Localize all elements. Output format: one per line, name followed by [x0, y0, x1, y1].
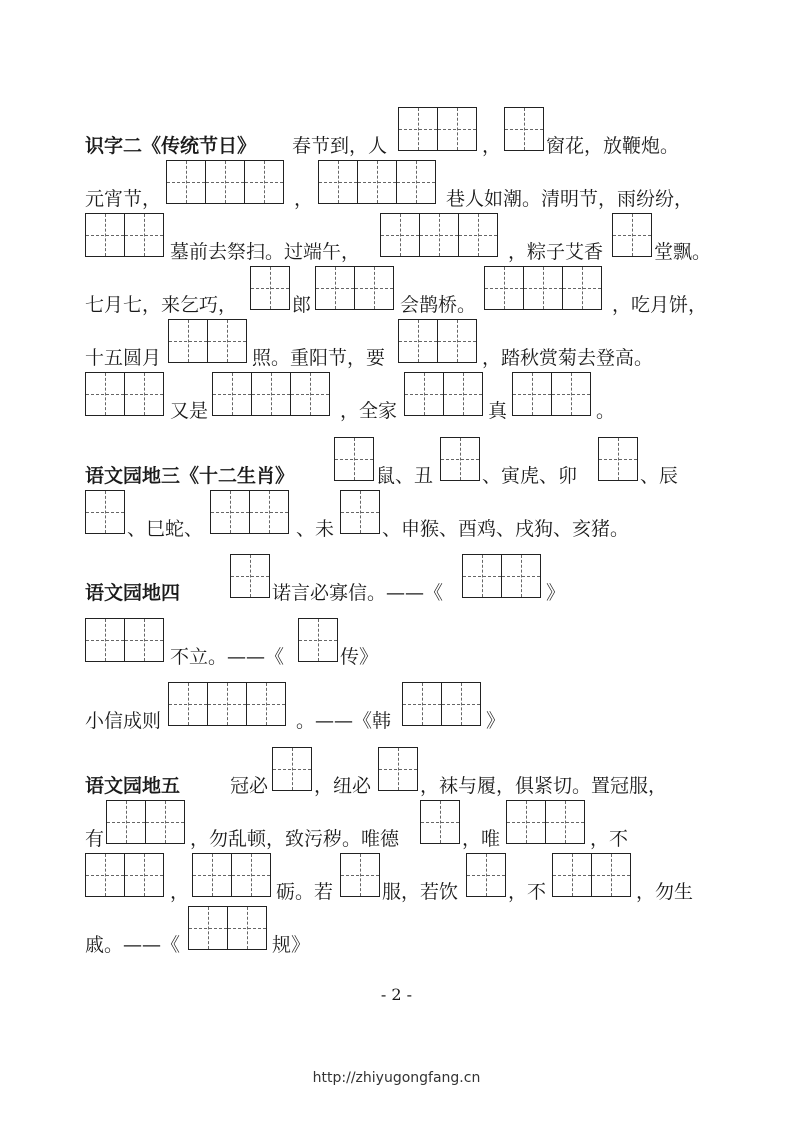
writing-grid-2[interactable] — [210, 490, 289, 534]
text-fragment: 小信成则 — [85, 710, 162, 732]
writing-grid-2[interactable] — [552, 853, 631, 897]
text-fragment: ，唯 — [462, 828, 501, 850]
text-fragment: 戚。——《 — [85, 934, 181, 956]
writing-grid-1[interactable] — [334, 437, 374, 481]
text-fragment: ， — [170, 881, 190, 903]
text-fragment: ，吃月饼， — [612, 294, 708, 316]
footer-url[interactable]: http://zhiyugongfang.cn — [312, 1070, 481, 1086]
writing-grid-2[interactable] — [168, 319, 247, 363]
writing-grid-2[interactable] — [398, 319, 477, 363]
text-fragment: 堂飘。 — [654, 241, 712, 263]
writing-grid-3[interactable] — [318, 160, 436, 204]
text-fragment: ，粽子艾香 — [508, 241, 604, 263]
writing-grid-2[interactable] — [315, 266, 394, 310]
section-heading: 语文园地四 — [85, 582, 181, 604]
writing-grid-1[interactable] — [340, 490, 380, 534]
text-fragment: 、寅虎、卯 — [482, 465, 578, 487]
writing-grid-1[interactable] — [250, 266, 290, 310]
text-fragment: ，不 — [590, 828, 629, 850]
text-fragment: ，全家 — [340, 400, 398, 422]
text-fragment: 》 — [546, 582, 566, 604]
writing-grid-2[interactable] — [85, 372, 164, 416]
writing-grid-1[interactable] — [440, 437, 480, 481]
text-fragment: 。 — [596, 400, 616, 422]
writing-grid-1[interactable] — [598, 437, 638, 481]
section-heading: 语文园地三《十二生肖》 — [85, 465, 295, 487]
text-fragment: 冠必 — [230, 775, 269, 797]
text-fragment: 鼠、丑 — [376, 465, 434, 487]
text-fragment: 诺言必寡信。——《 — [272, 582, 444, 604]
text-fragment: 十五圆月 — [85, 347, 162, 369]
text-fragment: 、申猴、酉鸡、戌狗、亥猪。 — [382, 518, 630, 540]
text-fragment: ，勿生 — [636, 881, 694, 903]
text-fragment: 元宵节， — [85, 188, 162, 210]
writing-grid-1[interactable] — [466, 853, 506, 897]
text-fragment: 服，若饮 — [382, 881, 459, 903]
writing-grid-3[interactable] — [168, 682, 286, 726]
writing-grid-2[interactable] — [85, 618, 164, 662]
writing-grid-1[interactable] — [340, 853, 380, 897]
writing-grid-2[interactable] — [106, 800, 185, 844]
writing-grid-3[interactable] — [484, 266, 602, 310]
writing-grid-2[interactable] — [402, 682, 481, 726]
text-fragment: 照。重阳节，要 — [252, 347, 386, 369]
writing-grid-1[interactable] — [85, 490, 125, 534]
page-number: - 2 - — [380, 985, 413, 1004]
writing-grid-2[interactable] — [398, 107, 477, 151]
text-fragment: 不立。——《 — [170, 646, 285, 668]
text-fragment: ，踏秋赏菊去登高。 — [482, 347, 654, 369]
writing-grid-1[interactable] — [230, 554, 270, 598]
text-fragment: 、巳蛇、 — [127, 518, 204, 540]
text-fragment: 又是 — [170, 400, 209, 422]
text-fragment: ，袜与履，俱紧切。置冠服， — [420, 775, 668, 797]
writing-grid-3[interactable] — [212, 372, 330, 416]
writing-grid-2[interactable] — [404, 372, 483, 416]
text-fragment: 传》 — [340, 646, 379, 668]
writing-grid-1[interactable] — [420, 800, 460, 844]
text-fragment: 砺。若 — [276, 881, 334, 903]
text-fragment: 真 — [488, 400, 508, 422]
writing-grid-3[interactable] — [166, 160, 284, 204]
text-fragment: 会鹊桥。 — [400, 294, 477, 316]
text-fragment: 七月七，来乞巧， — [85, 294, 238, 316]
text-fragment: ， — [482, 135, 502, 157]
writing-grid-1[interactable] — [272, 747, 312, 791]
text-fragment: 巷人如潮。清明节，雨纷纷， — [446, 188, 694, 210]
writing-grid-1[interactable] — [298, 618, 338, 662]
writing-grid-1[interactable] — [612, 213, 652, 257]
writing-grid-3[interactable] — [380, 213, 498, 257]
text-fragment: 》 — [486, 710, 506, 732]
text-fragment: 、辰 — [640, 465, 679, 487]
writing-grid-2[interactable] — [462, 554, 541, 598]
text-fragment: 春节到，人 — [292, 135, 388, 157]
writing-grid-2[interactable] — [192, 853, 271, 897]
text-fragment: 规》 — [272, 934, 311, 956]
writing-grid-2[interactable] — [512, 372, 591, 416]
text-fragment: 墓前去祭扫。过端午， — [170, 241, 361, 263]
writing-grid-2[interactable] — [506, 800, 585, 844]
text-fragment: 、未 — [296, 518, 335, 540]
text-fragment: 窗花，放鞭炮。 — [546, 135, 680, 157]
text-fragment: ，纽必 — [314, 775, 372, 797]
text-fragment: 。——《韩 — [296, 710, 392, 732]
text-fragment: ， — [294, 188, 314, 210]
text-fragment: 有 — [85, 828, 105, 850]
text-fragment: 郎 — [292, 294, 312, 316]
writing-grid-2[interactable] — [85, 853, 164, 897]
writing-grid-2[interactable] — [85, 213, 164, 257]
text-fragment: ，不 — [508, 881, 547, 903]
writing-grid-2[interactable] — [188, 906, 267, 950]
writing-grid-1[interactable] — [504, 107, 544, 151]
section-heading: 语文园地五 — [85, 775, 181, 797]
writing-grid-1[interactable] — [378, 747, 418, 791]
text-fragment: ，勿乱顿，致污秽。唯德 — [190, 828, 400, 850]
section-heading: 识字二《传统节日》 — [85, 135, 257, 157]
